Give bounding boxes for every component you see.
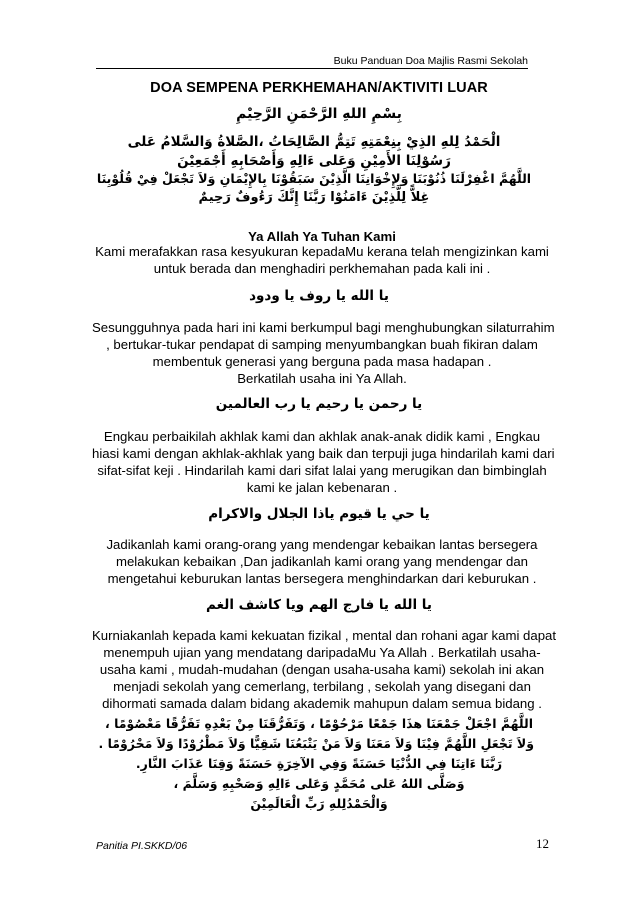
paragraph-line: Engkau perbaikilah akhlak kami dan akhlak anak-anak didik kami , Engkau [103,429,541,444]
running-header: Buku Panduan Doa Majlis Rasmi Sekolah [96,55,528,69]
page-title: DOA SEMPENA PERKHEMAHAN/AKTIVITI LUAR [150,80,488,96]
paragraph-line: , bertukar-tukar pendapat di samping menyumbangkan buah fikiran dalam [106,337,538,352]
closing-prayer-line: اللَّهُمَّ اجْعَلْ جَمْعَنَا هذَا جَمْعًا مَرْحُوْمًا ، وَتَفَرُّقَنَا مِنْ بَعْدِهِ تَفَرُّقًا مَعْصُوْمًا ، [105,716,533,731]
opening-prayer-line: اللَّهُمَّ اغْفِرْلَنَا ذُنُوْبَنَا وَلإِخْوَانِنَا الَّذِيْنَ سَبَقُوْنَا بِالإِيْمَانِ وَلاَ تَجْعَلْ فِيْ قُلُوْبِنَا [96,171,532,186]
invocation: يا حي يا قيوم ياذا الجلال والاكرام [208,506,430,522]
paragraph-line: untuk berada dan menghadiri perkhemahan pada kali ini . [153,261,491,276]
paragraph-line: Kurniakanlah kepada kami kekuatan fizikal , mental dan rohani agar kami dapat [92,628,557,643]
paragraph-line: sifat-sifat keji . Hindarilah kami dari sifat lalai yang merugikan dan bimbinglah [97,463,547,478]
paragraph-line: melakukan kebaikan ,Dan jadikanlah kami orang yang mendengar dan [115,554,528,569]
paragraph-line: membentuk generasi yang berguna pada masa hadapan . [152,354,492,369]
section-heading-text: Ya Allah Ya Tuhan Kami [248,229,396,244]
invocation: يا الله يا فارج الهم ويا كاشف الغم [206,597,432,613]
paragraph-line: Jadikanlah kami orang-orang yang mendengar kebaikan lantas bersegera [106,537,538,552]
closing-prayer-line: وَالْحَمْدُلِلهِ رَبِّ الْعَالَمِيْنَ [250,796,388,811]
paragraph-line: hiasi kami dengan akhlak-akhlak yang baik dan terpuji juga hindarilah kami dari [92,446,555,461]
opening-prayer-line: غِلاًّ لِلَّذِيْنَ ءَامَنُوْا رَبَّنَا إِنَّكَ رَءُوفٌ رَحِيمٌ [198,190,430,205]
page-number: 12 [536,836,549,851]
footer-committee: Panitia PI.SKKD/06 [96,840,188,852]
invocation: يا رحمن يا رحيم يا رب العالمين [215,396,423,412]
paragraph-line: usaha kami , mudah-mudahan (dengan usaha-usaha kami) sekolah ini akan [99,662,545,677]
basmala: بِسْمِ اللهِ الرَّحْمَنِ الرَّحِيْمِ [236,106,402,122]
paragraph-line: Berkatilah usaha ini Ya Allah. [237,371,407,386]
paragraph-gratitude [92,243,552,277]
opening-prayer-line: رَسُوْلِنَا الأَمِيْنِ وَعَلى ءَالِهِ وَأَصْحَابِهِ أَجْمَعِيْنَ [177,153,451,169]
closing-prayer-line: رَبَّنَا ءَاتِنَا فِي الدُّنْيَا حَسَنَةً وَفِي الآخِرَةِ حَسَنَةً وَقِنَا عَذَابَ النَّارِ. [135,756,503,771]
paragraph-line: Kami merafakkan rasa kesyukuran kepadaMu kerana telah mengizinkan kami [95,244,549,259]
paragraph-line: mengetahui keburukan lantas bersegera menghindarkan dari keburukan . [107,571,537,586]
paragraph-line: menempuh ujian yang mendatang daripadaMu Ya Allah . Berkatilah usaha- [103,645,541,660]
closing-prayer-line: وَلاَ تَجْعَلِ اللَّهُمَّ فِيْنَا وَلاَ مَعَنَا وَلاَ مَنْ يَتْبَعُنَا شَقِيًّا وَلاَ مَطْرُوْدًا وَلاَ مَحْرُوْمًا . [98,736,534,751]
paragraph-gathering [92,319,555,387]
paragraph-goodness [92,536,552,587]
paragraph-line: Sesungguhnya pada hari ini kami berkumpul bagi menghubungkan silaturrahim [92,320,555,335]
paragraph-akhlak [92,428,555,496]
opening-prayer-line: الْحَمْدُ لِلهِ الذِيْ بِنِعْمَتِهِ تَتِمُّ الصَّالِحَاتُ ،الصَّلاةُ وَالسَّلامُ عَلى [127,134,501,150]
paragraph-strength [92,627,557,712]
paragraph-line: dihormati samada dalam bidang akademik mahupun dalam semua bidang . [102,696,542,711]
paragraph-line: menjadi sekolah yang cemerlang, terbilang , sekolah yang disegani dan [113,679,531,694]
closing-prayer-line: وَصَلَّى اللهُ عَلى مُحَمَّدٍ وَعَلى ءَالِهِ وَصَحْبِهِ وَسَلَّمَ ، [173,776,465,791]
invocation: يا الله يا روف يا ودود [249,288,389,304]
paragraph-line: kami ke jalan kebenaran . [246,480,398,495]
